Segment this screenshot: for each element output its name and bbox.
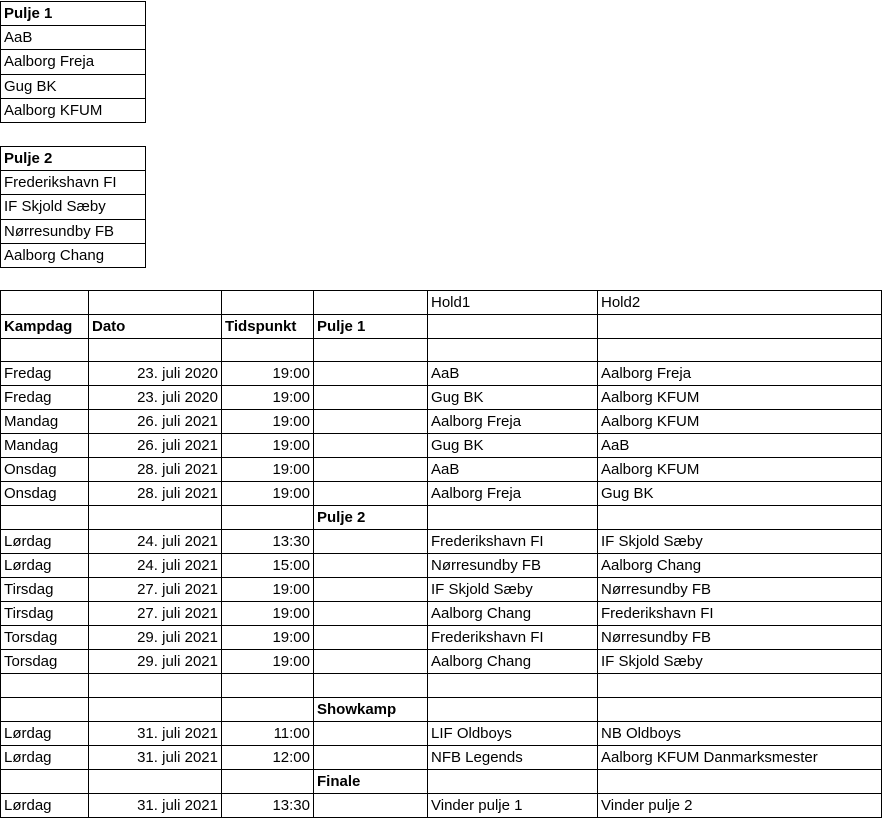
dato-cell — [89, 506, 222, 530]
kampdag-cell — [1, 769, 89, 793]
dato-cell: 27. juli 2021 — [89, 578, 222, 602]
hold1-cell — [428, 769, 598, 793]
hold2-cell: Aalborg Freja — [598, 362, 882, 386]
team-row — [1, 26, 146, 50]
kampdag-cell — [1, 291, 89, 315]
pulje-cell: Pulje 2 — [314, 506, 428, 530]
tidspunkt-cell: 13:30 — [222, 530, 314, 554]
team-row — [1, 98, 146, 122]
team-row — [1, 171, 146, 195]
hold2-cell — [598, 769, 882, 793]
pool-header: Pulje 1 — [1, 2, 146, 26]
kampdag-cell: Lørdag — [1, 721, 89, 745]
hold2-cell: Aalborg Chang — [598, 554, 882, 578]
match-row — [1, 554, 882, 578]
match-row — [1, 721, 882, 745]
kampdag-cell: Torsdag — [1, 626, 89, 650]
hold1-cell — [428, 506, 598, 530]
tidspunkt-cell — [222, 339, 314, 362]
tidspunkt-cell: 13:30 — [222, 793, 314, 817]
tidspunkt-cell — [222, 674, 314, 697]
dato-cell: 27. juli 2021 — [89, 602, 222, 626]
pulje-cell — [314, 530, 428, 554]
team-cell: Gug BK — [1, 74, 146, 98]
pulje-cell — [314, 482, 428, 506]
hold2-cell: Aalborg KFUM — [598, 458, 882, 482]
team-row — [1, 195, 146, 219]
hold1-cell: Gug BK — [428, 434, 598, 458]
dato-cell: Dato — [89, 315, 222, 339]
pool-2-table — [0, 146, 146, 268]
hold2-cell: IF Skjold Sæby — [598, 530, 882, 554]
tidspunkt-cell: 11:00 — [222, 721, 314, 745]
section-row — [1, 769, 882, 793]
tidspunkt-cell — [222, 506, 314, 530]
pulje-cell — [314, 339, 428, 362]
pulje-cell — [314, 386, 428, 410]
hold1-cell: Aalborg Chang — [428, 602, 598, 626]
pulje-cell — [314, 434, 428, 458]
tidspunkt-cell: 19:00 — [222, 410, 314, 434]
match-row — [1, 530, 882, 554]
kampdag-cell: Lørdag — [1, 745, 89, 769]
pulje-cell — [314, 554, 428, 578]
dato-cell — [89, 674, 222, 697]
match-row — [1, 602, 882, 626]
pulje-cell — [314, 745, 428, 769]
pulje-cell — [314, 578, 428, 602]
pulje-cell — [314, 674, 428, 697]
kampdag-cell: Tirsdag — [1, 602, 89, 626]
hold2-cell — [598, 697, 882, 721]
hold2-cell: Frederikshavn FI — [598, 602, 882, 626]
hold1-cell: IF Skjold Sæby — [428, 578, 598, 602]
kampdag-cell: Lørdag — [1, 530, 89, 554]
tidspunkt-cell: 19:00 — [222, 626, 314, 650]
hold1-cell — [428, 674, 598, 697]
hold1-cell: NFB Legends — [428, 745, 598, 769]
tidspunkt-cell: 15:00 — [222, 554, 314, 578]
dato-cell: 28. juli 2021 — [89, 458, 222, 482]
match-row — [1, 793, 882, 817]
hold1-cell — [428, 339, 598, 362]
pulje-cell: Showkamp — [314, 697, 428, 721]
match-row — [1, 578, 882, 602]
tidspunkt-cell — [222, 291, 314, 315]
match-row — [1, 386, 882, 410]
hold2-cell: Vinder pulje 2 — [598, 793, 882, 817]
pulje-cell — [314, 410, 428, 434]
column-header-row — [1, 315, 882, 339]
team-cell: Aalborg Freja — [1, 50, 146, 74]
hold1-cell: LIF Oldboys — [428, 721, 598, 745]
hold2-cell: NB Oldboys — [598, 721, 882, 745]
kampdag-cell: Fredag — [1, 386, 89, 410]
table-row — [1, 339, 882, 362]
dato-cell: 24. juli 2021 — [89, 530, 222, 554]
team-row — [1, 219, 146, 243]
pulje-cell: Finale — [314, 769, 428, 793]
kampdag-cell — [1, 697, 89, 721]
hold1-cell: Frederikshavn FI — [428, 530, 598, 554]
pool-header-row — [1, 147, 146, 171]
pool-2-body — [1, 147, 146, 268]
dato-cell: 31. juli 2021 — [89, 721, 222, 745]
match-row — [1, 626, 882, 650]
hold1-cell: Aalborg Freja — [428, 482, 598, 506]
hold1-cell: Frederikshavn FI — [428, 626, 598, 650]
tidspunkt-cell: 19:00 — [222, 362, 314, 386]
hold2-cell: Aalborg KFUM Danmarksmester — [598, 745, 882, 769]
hold1-cell: AaB — [428, 458, 598, 482]
tidspunkt-cell — [222, 769, 314, 793]
hold2-cell — [598, 506, 882, 530]
hold2-cell — [598, 315, 882, 339]
tidspunkt-cell: 19:00 — [222, 458, 314, 482]
tidspunkt-cell: 19:00 — [222, 578, 314, 602]
kampdag-cell: Onsdag — [1, 482, 89, 506]
dato-cell — [89, 697, 222, 721]
kampdag-cell — [1, 506, 89, 530]
schedule-body — [1, 291, 882, 818]
match-row — [1, 410, 882, 434]
kampdag-cell: Fredag — [1, 362, 89, 386]
pulje-cell — [314, 626, 428, 650]
kampdag-cell: Lørdag — [1, 554, 89, 578]
dato-cell: 24. juli 2021 — [89, 554, 222, 578]
hold2-cell: Nørresundby FB — [598, 626, 882, 650]
hold1-cell — [428, 697, 598, 721]
tidspunkt-cell: 19:00 — [222, 434, 314, 458]
team-row — [1, 243, 146, 267]
kampdag-cell: Torsdag — [1, 650, 89, 674]
dato-cell: 29. juli 2021 — [89, 650, 222, 674]
section-row — [1, 697, 882, 721]
hold1-cell: Gug BK — [428, 386, 598, 410]
pool-header-row — [1, 2, 146, 26]
match-row — [1, 458, 882, 482]
pool-1-body — [1, 2, 146, 123]
team-cell: Aalborg Chang — [1, 243, 146, 267]
hold2-cell — [598, 339, 882, 362]
match-row — [1, 482, 882, 506]
dato-cell: 29. juli 2021 — [89, 626, 222, 650]
hold2-cell: AaB — [598, 434, 882, 458]
hold1-cell: Aalborg Chang — [428, 650, 598, 674]
tidspunkt-cell: 19:00 — [222, 386, 314, 410]
kampdag-cell: Mandag — [1, 410, 89, 434]
match-row — [1, 650, 882, 674]
schedule-table — [0, 290, 882, 818]
dato-cell: 23. juli 2020 — [89, 362, 222, 386]
pulje-cell — [314, 362, 428, 386]
match-row — [1, 745, 882, 769]
hold1-cell: AaB — [428, 362, 598, 386]
pulje-cell — [314, 793, 428, 817]
hold1-cell: Vinder pulje 1 — [428, 793, 598, 817]
section-row — [1, 506, 882, 530]
match-row — [1, 434, 882, 458]
kampdag-cell — [1, 339, 89, 362]
kampdag-cell: Lørdag — [1, 793, 89, 817]
tidspunkt-cell: 19:00 — [222, 650, 314, 674]
dato-cell: 26. juli 2021 — [89, 434, 222, 458]
tidspunkt-cell: 19:00 — [222, 602, 314, 626]
dato-cell: 23. juli 2020 — [89, 386, 222, 410]
tidspunkt-cell: 12:00 — [222, 745, 314, 769]
table-row — [1, 674, 882, 697]
hold2-cell: Aalborg KFUM — [598, 386, 882, 410]
tidspunkt-cell — [222, 697, 314, 721]
dato-cell: 26. juli 2021 — [89, 410, 222, 434]
hold2-cell — [598, 674, 882, 697]
team-cell: IF Skjold Sæby — [1, 195, 146, 219]
pulje-cell — [314, 291, 428, 315]
kampdag-cell: Tirsdag — [1, 578, 89, 602]
pulje-cell — [314, 721, 428, 745]
pool-1-table — [0, 1, 146, 123]
team-row — [1, 50, 146, 74]
hold1-cell — [428, 315, 598, 339]
tidspunkt-cell: 19:00 — [222, 482, 314, 506]
pulje-cell — [314, 458, 428, 482]
kampdag-cell — [1, 674, 89, 697]
tidspunkt-cell: Tidspunkt — [222, 315, 314, 339]
hold2-cell: IF Skjold Sæby — [598, 650, 882, 674]
hold2-cell: Aalborg KFUM — [598, 410, 882, 434]
team-cell: Aalborg KFUM — [1, 98, 146, 122]
dato-cell — [89, 291, 222, 315]
team-cell: AaB — [1, 26, 146, 50]
dato-cell — [89, 339, 222, 362]
hold2-cell: Hold2 — [598, 291, 882, 315]
pool-header: Pulje 2 — [1, 147, 146, 171]
pulje-cell — [314, 650, 428, 674]
hold1-cell: Hold1 — [428, 291, 598, 315]
kampdag-cell: Onsdag — [1, 458, 89, 482]
table-row — [1, 291, 882, 315]
pulje-cell: Pulje 1 — [314, 315, 428, 339]
dato-cell — [89, 769, 222, 793]
dato-cell: 28. juli 2021 — [89, 482, 222, 506]
dato-cell: 31. juli 2021 — [89, 793, 222, 817]
team-cell: Nørresundby FB — [1, 219, 146, 243]
hold2-cell: Nørresundby FB — [598, 578, 882, 602]
hold1-cell: Aalborg Freja — [428, 410, 598, 434]
kampdag-cell: Mandag — [1, 434, 89, 458]
pulje-cell — [314, 602, 428, 626]
hold2-cell: Gug BK — [598, 482, 882, 506]
team-row — [1, 74, 146, 98]
kampdag-cell: Kampdag — [1, 315, 89, 339]
hold1-cell: Nørresundby FB — [428, 554, 598, 578]
match-row — [1, 362, 882, 386]
dato-cell: 31. juli 2021 — [89, 745, 222, 769]
team-cell: Frederikshavn FI — [1, 171, 146, 195]
